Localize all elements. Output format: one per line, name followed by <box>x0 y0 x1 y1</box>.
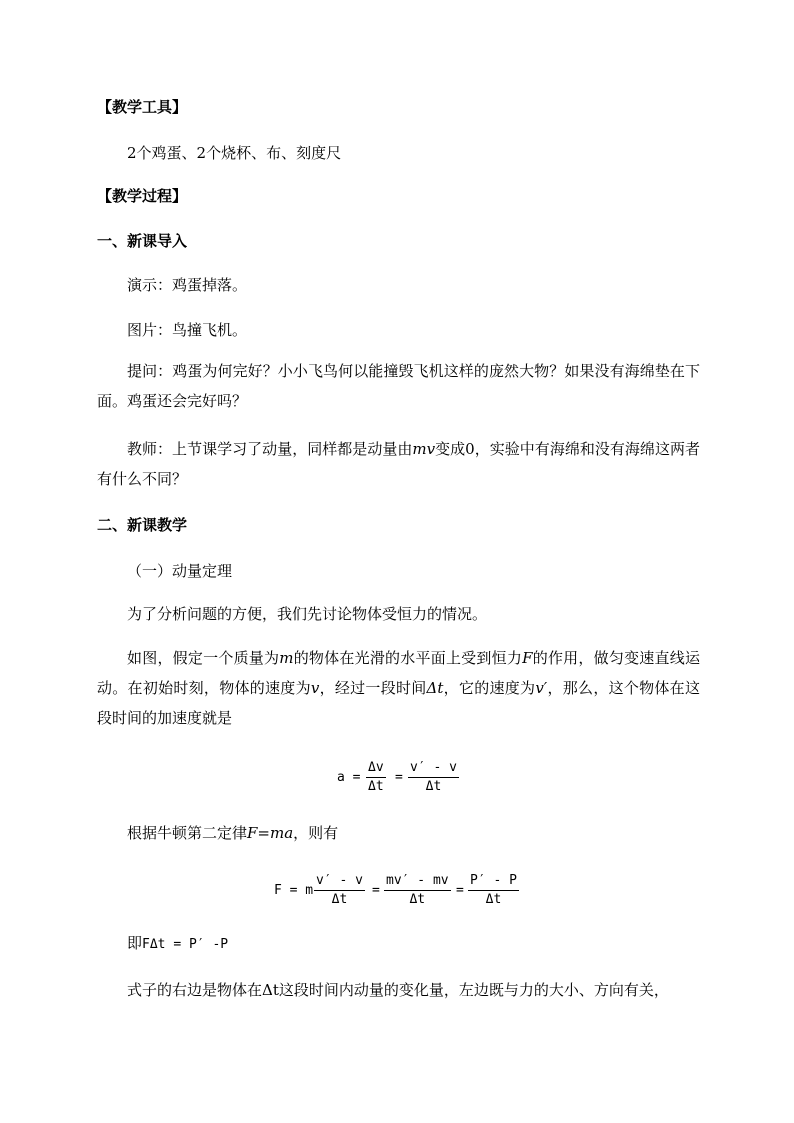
p1-text-b: 的物体在光滑的水平面上受到恒力 <box>293 649 523 667</box>
tail-text: 式子的右边是物体在Δt这段时间内动量的变化量，左边既与力的大小、方向有关， <box>127 981 669 999</box>
eq2-lhs: F = m <box>274 883 314 898</box>
result-line <box>127 933 228 955</box>
eq2-fraction-2 <box>384 872 451 909</box>
p1-text-e: ，它的速度为 <box>443 679 536 697</box>
teacher-text-a: 教师：上节课学习了动量，同样都是动量由 <box>127 440 413 458</box>
p1-mass: m <box>279 649 294 667</box>
teacher-text-b: 变成0，实验中有海绵和没有海绵这两者有什么不同？ <box>97 440 700 488</box>
picture-text: 图片：鸟撞飞机。 <box>127 321 248 339</box>
subsection-momentum-theorem: （一）动量定理 <box>127 562 233 580</box>
part2-heading: 二、新课教学 <box>97 516 188 534</box>
p1-text-a: 如图，假定一个质量为 <box>127 649 280 667</box>
eq2-fraction-1 <box>314 872 365 909</box>
eq1-fraction-1 <box>366 759 386 796</box>
p1-velocity: v <box>310 679 320 697</box>
question-paragraph: 提问：鸡蛋为何完好？小小飞鸟何以能撞毁飞机这样的庞然大物？如果没有海绵垫在下面。鸡蛋还会完好吗？ <box>97 362 700 410</box>
p1-delta-t: Δt <box>426 679 444 697</box>
p1-text-c: 的作用，做匀变速直线运动。在初始时刻，物体的速度为 <box>97 649 700 697</box>
eq2-f1-denominator: Δt <box>331 892 348 907</box>
result-prefix: 即 <box>127 934 143 952</box>
eq1-fraction-2 <box>408 759 459 796</box>
part1-heading: 一、新课导入 <box>97 232 188 250</box>
eq2-f2-denominator: Δt <box>409 892 426 907</box>
newton-text-a: 根据牛顿第二定律 <box>127 824 248 842</box>
eq2-f3-numerator: P′ - P <box>468 872 519 891</box>
newton-text-b: ，则有 <box>293 824 339 842</box>
teacher-paragraph <box>97 434 700 494</box>
eq1-f2-numerator: v′ - v <box>408 759 459 778</box>
tools-content: 2个鸡蛋、2个烧杯、布、刻度尺 <box>127 144 342 162</box>
p1-velocity-prime: v′ <box>535 679 548 697</box>
process-heading: 【教学过程】 <box>97 187 188 205</box>
eq1-f1-denominator: Δt <box>368 779 384 794</box>
definition-paragraph <box>97 643 700 733</box>
eq2-f1-numerator: v′ - v <box>314 872 365 891</box>
demo-text: 演示：鸡蛋掉落。 <box>127 276 248 294</box>
p1-text-f: ，那么，这个物体在这段时间的加速度就是 <box>97 679 700 727</box>
teacher-mv: mv <box>412 440 436 458</box>
intro-text: 为了分析问题的方便，我们先讨论物体受恒力的情况。 <box>127 605 488 623</box>
eq2-f3-denominator: Δt <box>485 892 502 907</box>
eq2-f2-numerator: mv′ - mv <box>384 872 451 891</box>
p1-force: F <box>522 649 533 667</box>
eq1-f1-numerator: Δv <box>366 759 386 778</box>
eq2-equals-1: = <box>372 883 380 898</box>
eq1-f2-denominator: Δt <box>425 779 442 794</box>
eq2-equals-2: = <box>456 883 464 898</box>
newton-formula: F=ma <box>247 824 294 842</box>
eq2-fraction-3 <box>468 872 519 909</box>
result-formula: FΔt = P′ -P <box>142 937 229 952</box>
tools-heading: 【教学工具】 <box>97 98 188 116</box>
p1-text-d: ，经过一段时间 <box>319 679 427 697</box>
eq1-lhs: a = <box>337 770 361 785</box>
eq1-equals: = <box>395 770 403 785</box>
newton-line <box>127 823 338 843</box>
